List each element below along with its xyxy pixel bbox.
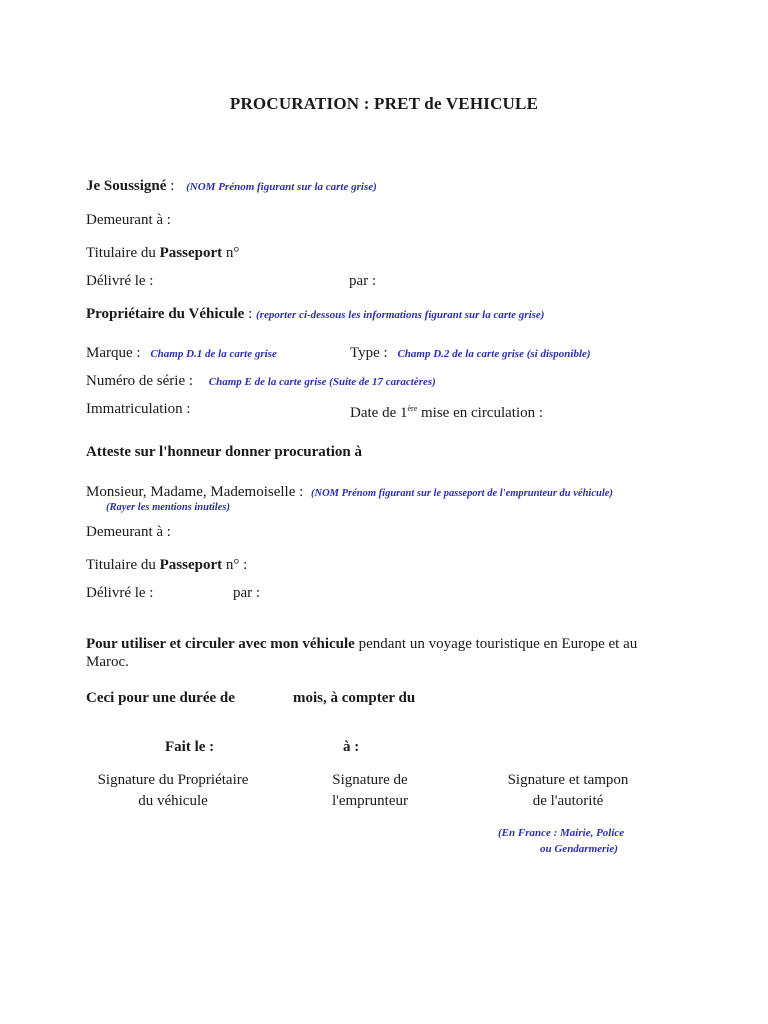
rayer-mentions-hint: (Rayer les mentions inutiles) (106, 502, 230, 513)
signature-authority-line-2: de l'autorité (532, 793, 604, 809)
borrower-passport-line (86, 556, 247, 574)
date-circulation-line (350, 400, 543, 422)
civilite-label: Monsieur, Madame, Mademoiselle : (86, 484, 304, 500)
usage-rest: pendant un voyage touristique en Europe et au (358, 636, 638, 652)
serie-label: Numéro de série : (86, 373, 194, 389)
je-soussigne-colon: : (170, 178, 175, 194)
fait-a-label: à : (343, 739, 360, 755)
duree-label: Ceci pour une durée de (86, 690, 235, 706)
signature-authority-line-1: Signature et tampon (507, 772, 629, 788)
owner-passport-line (86, 244, 239, 262)
signature-owner-line-2: du véhicule (138, 793, 208, 809)
vehicle-heading-line (86, 305, 544, 324)
usage-line-2: Maroc. (86, 654, 129, 670)
date-label-sup: ère (407, 404, 418, 413)
borrower-par-label: par : (233, 585, 261, 601)
type-label: Type : (350, 345, 388, 361)
borrower-passport-word: Passeport (159, 557, 223, 573)
signature-owner-line-1: Signature du Propriétaire (97, 772, 249, 788)
owner-passport-suffix: n° (225, 245, 240, 261)
owner-par-label: par : (349, 273, 377, 289)
civilite-hint: (NOM Prénom figurant sur le passeport de l'emprunteur du véhicule) (311, 488, 613, 499)
borrower-delivre-label: Délivré le : (86, 585, 154, 601)
marque-hint: Champ D.1 de la carte grise (150, 348, 277, 360)
serie-line (86, 372, 436, 391)
date-label-suffix: mise en circulation : (421, 405, 544, 421)
marque-label: Marque : (86, 345, 141, 361)
vehicle-heading: Propriétaire du Véhicule (86, 306, 245, 322)
type-hint: Champ D.2 de la carte grise (si disponible) (397, 348, 591, 360)
borrower-passport-suffix: n° : (225, 557, 248, 573)
authority-hint-line-2: ou Gendarmerie) (540, 843, 618, 855)
owner-delivre-label: Délivré le : (86, 273, 154, 289)
signature-borrower-line-1: Signature de (332, 772, 408, 788)
authority-hint-line-1: (En France : Mairie, Police (498, 827, 625, 839)
duree-mois-label: mois, à compter du (293, 690, 416, 706)
borrower-titulaire-prefix: Titulaire du (86, 557, 156, 573)
je-soussigne-hint: (NOM Prénom figurant sur la carte grise) (186, 181, 377, 193)
owner-demeurant-label: Demeurant à : (86, 212, 171, 228)
date-label-prefix: Date de 1 (350, 405, 408, 421)
je-soussigne-label: Je Soussigné (86, 178, 167, 194)
signature-borrower-line-2: l'emprunteur (331, 793, 408, 809)
usage-line-1 (86, 635, 637, 653)
fait-le-label: Fait le : (165, 739, 215, 755)
vehicle-heading-colon: : (248, 306, 253, 322)
borrower-demeurant-label: Demeurant à : (86, 524, 171, 540)
marque-line (86, 344, 277, 363)
immat-label: Immatriculation : (86, 401, 191, 417)
owner-titulaire-prefix: Titulaire du (86, 245, 156, 261)
type-line (350, 344, 591, 363)
serie-hint: Champ E de la carte grise (Suite de 17 caractères) (208, 376, 436, 388)
atteste-heading: Atteste sur l'honneur donner procuration à (86, 444, 362, 460)
document-title: PROCURATION : PRET de VEHICULE (229, 94, 539, 113)
usage-bold: Pour utiliser et circuler avec mon véhicule (86, 636, 355, 652)
je-soussigne-line (86, 177, 377, 196)
owner-passport-word: Passeport (159, 245, 223, 261)
vehicle-heading-hint: (reporter ci-dessous les informations figurant sur la carte grise) (256, 309, 545, 321)
